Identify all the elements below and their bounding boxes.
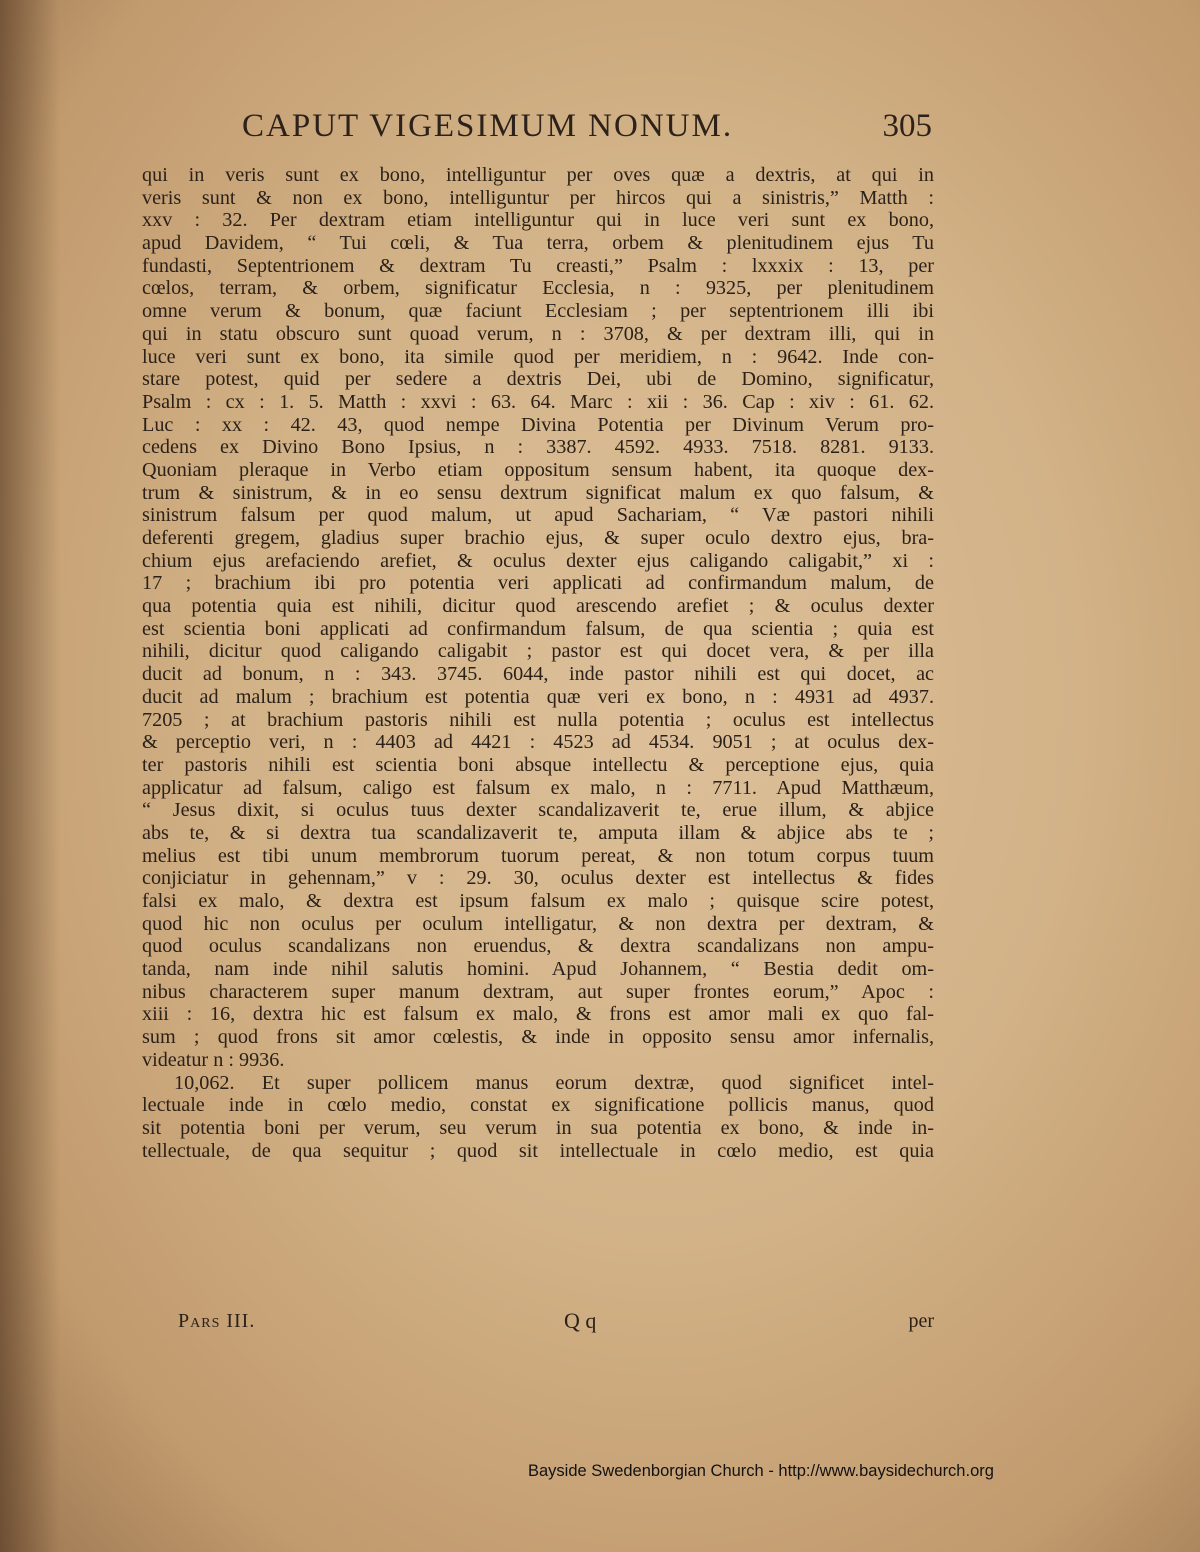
text-line: trum & sinistrum, & in eo sensu dextrum significat malum ex quo falsum, & — [142, 481, 934, 504]
text-line: apud Davidem, “ Tui cœli, & Tua terra, orbem & plenitudinem ejus Tu — [142, 232, 934, 255]
page-number: 305 — [882, 108, 932, 144]
text-line: ducit ad bonum, n : 343. 3745. 6044, inde pastor nihili est qui docet, ac — [142, 663, 934, 686]
text-line: cedens ex Divino Bono Ipsius, n : 3387. 4592. 4933. 7518. 8281. 9133. — [142, 436, 934, 459]
text-line: conjiciatur in gehennam,” v : 29. 30, oculus dexter est intellectus & fides — [142, 867, 934, 890]
spine-shadow — [0, 0, 60, 1552]
text-line: tanda, nam inde nihil salutis homini. Apud Johannem, “ Bestia dedit om- — [142, 958, 934, 981]
text-line: tellectuale, de qua sequitur ; quod sit intellectuale in cœlo medio, est quia — [142, 1139, 934, 1162]
text-line: Quoniam pleraque in Verbo etiam oppositum sensum habent, ita quoque dex- — [142, 458, 934, 481]
text-line: “ Jesus dixit, si oculus tuus dexter scandalizaverit te, erue illum, & abjice — [142, 799, 934, 822]
text-line: xxv : 32. Per dextram etiam intelliguntur qui in luce veri sunt ex bono, — [142, 209, 934, 232]
text-line: qui in veris sunt ex bono, intelliguntur per oves quæ a dextris, at qui in — [142, 164, 934, 186]
text-line: videatur n : 9936. — [142, 1048, 285, 1071]
text-line: est scientia boni applicati ad confirmandum falsum, de qua scientia ; quia est — [142, 617, 934, 640]
text-line: Psalm : cx : 1. 5. Matth : xxvi : 63. 64. Marc : xii : 36. Cap : xiv : 61. 62. — [142, 390, 934, 413]
text-line: lectuale inde in cœlo medio, constat ex significatione pollicis manus, quod — [142, 1094, 934, 1117]
text-line: qua potentia quia est nihili, dicitur quod arescendo arefiet ; & oculus dexter — [142, 595, 934, 618]
page-footer — [178, 1310, 934, 1340]
text-line: 10,062. Et super pollicem manus eorum dextræ, quod significet intel- — [174, 1071, 934, 1094]
source-watermark: Bayside Swedenborgian Church - http://www.baysidechurch.org — [528, 1462, 994, 1480]
text-line: xiii : 16, dextra hic est falsum ex malo, & frons est amor mali ex quo fal- — [142, 1003, 934, 1026]
text-line: quod hic non oculus per oculum intelligatur, & non dextra per dextram, & — [142, 912, 934, 935]
text-line: sinistrum falsum per quod malum, ut apud Sachariam, “ Væ pastori nihili — [142, 504, 934, 527]
text-line: ducit ad malum ; brachium est potentia quæ veri ex bono, n : 4931 ad 4937. — [142, 685, 934, 708]
text-line: luce veri sunt ex bono, ita simile quod per meridiem, n : 9642. Inde con- — [142, 345, 934, 368]
text-line: 7205 ; at brachium pastoris nihili est nulla potentia ; oculus est intellectus — [142, 708, 934, 731]
body-text — [142, 164, 934, 1162]
text-line: sum ; quod frons sit amor cœlestis, & inde in opposito sensu amor infernalis, — [142, 1026, 934, 1049]
text-line: melius est tibi unum membrorum tuorum pereat, & non totum corpus tuum — [142, 844, 934, 867]
text-line: veris sunt & non ex bono, intelliguntur per hircos qui a sinistris,” Matth : — [142, 186, 934, 209]
gathering-mark: Q q — [564, 1308, 597, 1333]
text-line: quod oculus scandalizans non eruendus, & dextra scandalizans non ampu- — [142, 935, 934, 958]
signature-mark: Pars III. — [178, 1310, 256, 1332]
text-line: cœlos, terram, & orbem, significatur Ecclesia, n : 9325, per plenitudinem — [142, 277, 934, 300]
text-line: qui in statu obscuro sunt quoad verum, n : 3708, & per dextram illi, qui in — [142, 322, 934, 345]
text-line: & perceptio veri, n : 4403 ad 4421 : 4523 ad 4534. 9051 ; at oculus dex- — [142, 731, 934, 754]
text-line: nihili, dicitur quod caligando caligabit ; pastor est qui docet vera, & per illa — [142, 640, 934, 663]
text-line: ter pastoris nihili est scientia boni absque intellectu & perceptione ejus, quia — [142, 753, 934, 776]
text-line: omne verum & bonum, quæ faciunt Ecclesiam ; per septentrionem illi ibi — [142, 300, 934, 323]
text-line: deferenti gregem, gladius super brachio ejus, & super oculo dextro ejus, bra- — [142, 527, 934, 549]
text-line: abs te, & si dextra tua scandalizaverit te, amputa illam & abjice abs te ; — [142, 821, 934, 844]
text-line: fundasti, Septentrionem & dextram Tu creasti,” Psalm : lxxxix : 13, per — [142, 254, 934, 277]
page-header — [232, 102, 932, 150]
text-line: applicatur ad falsum, caligo est falsum ex malo, n : 7711. Apud Matthæum, — [142, 776, 934, 799]
text-line: nibus characterem super manum dextram, aut super frontes eorum,” Apoc : — [142, 980, 934, 1003]
catchword: per — [908, 1310, 934, 1332]
text-line: sit potentia boni per verum, seu verum in sua potentia ex bono, & inde in- — [142, 1116, 934, 1139]
text-line: falsi ex malo, & dextra est ipsum falsum ex malo ; quisque scire potest, — [142, 890, 934, 912]
text-line: Luc : xx : 42. 43, quod nempe Divina Potentia per Divinum Verum pro- — [142, 413, 934, 436]
text-line: 17 ; brachium ibi pro potentia veri applicati ad confirmandum malum, de — [142, 572, 934, 595]
text-line: stare potest, quid per sedere a dextris Dei, ubi de Domino, significatur, — [142, 368, 934, 391]
text-line: chium ejus arefaciendo arefiet, & oculus dexter ejus caligando caligabit,” xi : — [142, 549, 934, 572]
running-title: CAPUT VIGESIMUM NONUM. — [242, 108, 734, 144]
